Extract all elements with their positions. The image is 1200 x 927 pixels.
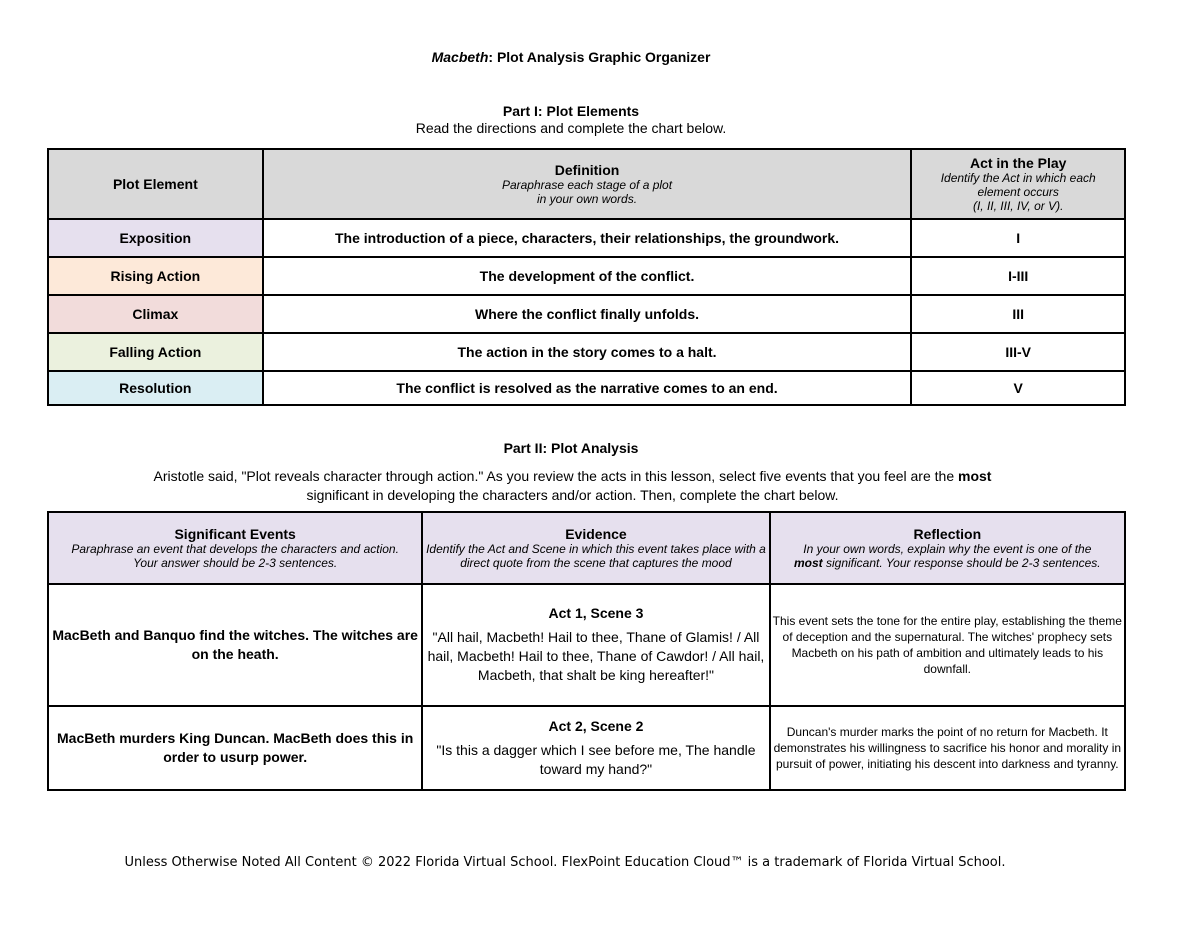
analysis-header-row bbox=[48, 512, 1125, 584]
plot-act-cell: I-III bbox=[911, 257, 1125, 295]
plot-act-cell: V bbox=[911, 371, 1125, 405]
part2-intro-bold: most bbox=[958, 468, 992, 484]
header-events-sub-2: Your answer should be 2-3 sentences. bbox=[133, 556, 338, 570]
plot-analysis-table bbox=[47, 511, 1126, 791]
plot-element-cell: Rising Action bbox=[48, 257, 263, 295]
header-definition-sub-1: Paraphrase each stage of a plot bbox=[501, 178, 673, 192]
plot-table-header-row bbox=[48, 149, 1125, 219]
plot-act-cell: III-V bbox=[911, 333, 1125, 371]
plot-row-resolution bbox=[48, 371, 1125, 405]
header-events-title: Significant Events bbox=[174, 526, 296, 542]
plot-row-climax bbox=[48, 295, 1125, 333]
header-definition-sub-2: in your own words. bbox=[537, 192, 638, 206]
part1-directions: Read the directions and complete the chart below. bbox=[415, 120, 727, 136]
header-act-sub-2: element occurs bbox=[977, 185, 1059, 199]
document-title bbox=[0, 49, 1142, 65]
plot-element-cell: Exposition bbox=[48, 219, 263, 257]
plot-element-cell: Resolution bbox=[48, 371, 263, 405]
part2-intro-1: Aristotle said, "Plot reveals character through action." As you review the acts in this lesson, select five events that you feel are the bbox=[153, 468, 958, 484]
header-events bbox=[48, 512, 422, 584]
analysis-row bbox=[48, 584, 1125, 706]
plot-row-rising-action bbox=[48, 257, 1125, 295]
evidence-cell bbox=[422, 706, 769, 790]
event-cell: MacBeth murders King Duncan. MacBeth does this in order to usurp power. bbox=[48, 706, 422, 790]
header-plot-element: Plot Element bbox=[48, 149, 263, 219]
header-reflection-sub-bold: most bbox=[794, 556, 823, 570]
header-definition-title: Definition bbox=[554, 162, 620, 178]
header-events-sub-1: Paraphrase an event that develops the characters and action. bbox=[71, 542, 399, 556]
plot-act-cell: I bbox=[911, 219, 1125, 257]
header-act-title: Act in the Play bbox=[969, 155, 1067, 171]
plot-definition-cell: The conflict is resolved as the narrative comes to an end. bbox=[263, 371, 912, 405]
plot-act-cell: III bbox=[911, 295, 1125, 333]
reflection-cell: This event sets the tone for the entire play, establishing the theme of deception and the supernatural. The witches' prophecy sets Macbeth on his path of ambition and ultimately leads to his downfall. bbox=[770, 584, 1125, 706]
part2-intro bbox=[60, 467, 1085, 505]
part1-heading: Part I: Plot Elements bbox=[502, 103, 640, 119]
plot-row-falling-action bbox=[48, 333, 1125, 371]
evidence-act-scene: Act 2, Scene 2 bbox=[548, 717, 644, 734]
evidence-act-scene: Act 1, Scene 3 bbox=[548, 605, 644, 621]
plot-definition-cell: Where the conflict finally unfolds. bbox=[263, 295, 912, 333]
header-evidence-title: Evidence bbox=[565, 526, 627, 542]
header-evidence bbox=[422, 512, 769, 584]
event-cell: MacBeth and Banquo find the witches. The witches are on the heath. bbox=[48, 584, 422, 706]
plot-definition-cell: The development of the conflict. bbox=[263, 257, 912, 295]
header-evidence-sub: Identify the Act and Scene in which this event takes place with a direct quote from the scene that captures the mood bbox=[426, 542, 766, 570]
header-reflection bbox=[770, 512, 1125, 584]
plot-row-exposition bbox=[48, 219, 1125, 257]
header-act bbox=[911, 149, 1125, 219]
header-definition bbox=[263, 149, 912, 219]
header-reflection-sub-2: significant. Your response should be 2-3 sentences. bbox=[822, 556, 1101, 570]
plot-definition-cell: The introduction of a piece, characters, their relationships, the groundwork. bbox=[263, 219, 912, 257]
plot-definition-cell: The action in the story comes to a halt. bbox=[263, 333, 912, 371]
evidence-quote: "All hail, Macbeth! Hail to thee, Thane of Glamis! / All hail, Macbeth! Hail to thee, Thane of Cawdor! / All hail, Macbeth, that shalt be king hereafter!" bbox=[427, 629, 765, 683]
evidence-cell bbox=[422, 584, 769, 706]
part2-heading: Part II: Plot Analysis bbox=[503, 440, 639, 456]
copyright-footer: Unless Otherwise Noted All Content © 2022 Florida Virtual School. FlexPoint Education Cloud™ is a trademark of Florida Virtual School. bbox=[124, 855, 1006, 870]
plot-elements-table bbox=[47, 148, 1126, 406]
plot-element-cell: Falling Action bbox=[48, 333, 263, 371]
header-reflection-title: Reflection bbox=[913, 526, 982, 542]
evidence-quote: "Is this a dagger which I see before me, The handle toward my hand?" bbox=[436, 741, 756, 777]
part2-intro-2: significant in developing the characters and/or action. Then, complete the chart below. bbox=[306, 487, 839, 503]
reflection-cell: Duncan's murder marks the point of no return for Macbeth. It demonstrates his willingness to sacrifice his honor and morality in pursuit of power, initiating his descent into darkness and tyranny. bbox=[770, 706, 1125, 790]
header-reflection-sub bbox=[773, 542, 1122, 570]
header-act-sub-1: Identify the Act in which each bbox=[940, 171, 1096, 185]
title-italic: Macbeth bbox=[431, 49, 489, 65]
header-act-sub-3: (I, II, III, IV, or V). bbox=[972, 199, 1064, 213]
part1-header bbox=[0, 103, 1142, 137]
header-reflection-sub-1: In your own words, explain why the event is one of the bbox=[803, 542, 1092, 556]
plot-element-cell: Climax bbox=[48, 295, 263, 333]
title-rest: : Plot Analysis Graphic Organizer bbox=[488, 49, 711, 65]
analysis-row bbox=[48, 706, 1125, 790]
